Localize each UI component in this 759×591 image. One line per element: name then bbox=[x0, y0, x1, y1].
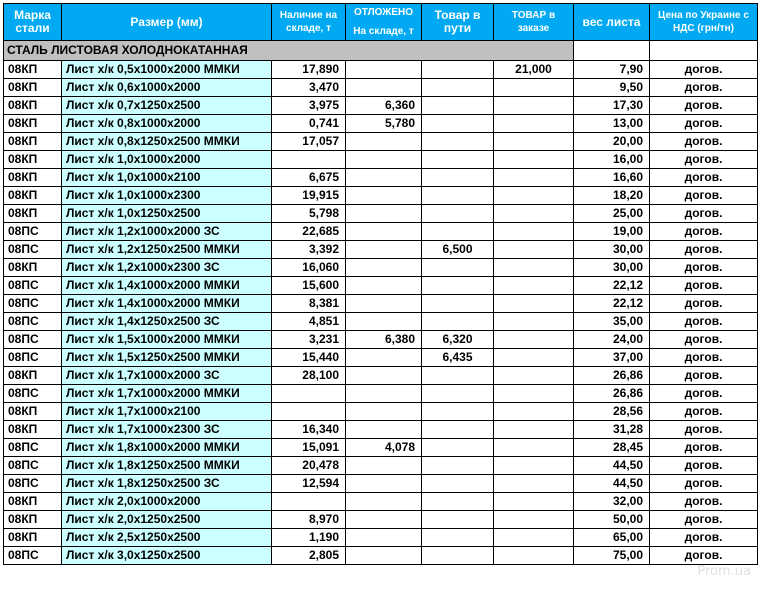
row-grade: 08КП bbox=[4, 529, 62, 547]
row-grade: 08ПС bbox=[4, 385, 62, 403]
row-stock: 6,675 bbox=[272, 169, 346, 187]
row-grade: 08КП bbox=[4, 421, 62, 439]
row-order: 21,000 bbox=[494, 61, 574, 79]
row-order bbox=[494, 259, 574, 277]
row-order bbox=[494, 529, 574, 547]
row-grade: 08ПС bbox=[4, 547, 62, 565]
table-row bbox=[4, 187, 758, 205]
row-stock: 12,594 bbox=[272, 475, 346, 493]
table-row bbox=[4, 133, 758, 151]
row-stock: 15,600 bbox=[272, 277, 346, 295]
row-order bbox=[494, 385, 574, 403]
row-size: Лист х/к 0,5х1000х2000 ММКИ bbox=[62, 61, 272, 79]
row-weight: 50,00 bbox=[574, 511, 650, 529]
row-reserved bbox=[346, 169, 422, 187]
row-grade: 08ПС bbox=[4, 439, 62, 457]
row-price: догов. bbox=[650, 223, 758, 241]
row-size: Лист х/к 1,2х1250х2500 ММКИ bbox=[62, 241, 272, 259]
row-stock bbox=[272, 151, 346, 169]
row-price: догов. bbox=[650, 115, 758, 133]
row-grade: 08ПС bbox=[4, 349, 62, 367]
table-row bbox=[4, 511, 758, 529]
row-order bbox=[494, 241, 574, 259]
header-reserved bbox=[346, 4, 422, 41]
table-row bbox=[4, 115, 758, 133]
row-price: догов. bbox=[650, 313, 758, 331]
row-size: Лист х/к 1,4х1250х2500 ЗС bbox=[62, 313, 272, 331]
row-stock: 28,100 bbox=[272, 367, 346, 385]
row-price: догов. bbox=[650, 547, 758, 565]
row-grade: 08ПС bbox=[4, 295, 62, 313]
row-reserved bbox=[346, 457, 422, 475]
row-reserved bbox=[346, 133, 422, 151]
row-grade: 08КП bbox=[4, 115, 62, 133]
table-row bbox=[4, 439, 758, 457]
row-grade: 08ПС bbox=[4, 331, 62, 349]
row-weight: 75,00 bbox=[574, 547, 650, 565]
row-grade: 08ПС bbox=[4, 457, 62, 475]
table-row bbox=[4, 313, 758, 331]
row-stock: 8,970 bbox=[272, 511, 346, 529]
row-reserved bbox=[346, 385, 422, 403]
row-stock bbox=[272, 493, 346, 511]
row-size: Лист х/к 1,2х1000х2300 ЗС bbox=[62, 259, 272, 277]
row-size: Лист х/к 1,0х1000х2000 bbox=[62, 151, 272, 169]
row-transit bbox=[422, 403, 494, 421]
row-reserved bbox=[346, 187, 422, 205]
header-transit: Товар в пути bbox=[422, 4, 494, 41]
row-transit bbox=[422, 115, 494, 133]
row-reserved: 6,380 bbox=[346, 331, 422, 349]
row-stock: 17,890 bbox=[272, 61, 346, 79]
row-price: догов. bbox=[650, 529, 758, 547]
row-transit bbox=[422, 79, 494, 97]
table-row bbox=[4, 547, 758, 565]
row-transit bbox=[422, 223, 494, 241]
table-row bbox=[4, 529, 758, 547]
row-transit bbox=[422, 277, 494, 295]
row-weight: 24,00 bbox=[574, 331, 650, 349]
row-price: догов. bbox=[650, 169, 758, 187]
row-price: догов. bbox=[650, 367, 758, 385]
row-reserved bbox=[346, 151, 422, 169]
row-reserved bbox=[346, 511, 422, 529]
row-stock: 0,741 bbox=[272, 115, 346, 133]
row-weight: 37,00 bbox=[574, 349, 650, 367]
row-transit: 6,435 bbox=[422, 349, 494, 367]
row-reserved bbox=[346, 61, 422, 79]
row-stock: 3,470 bbox=[272, 79, 346, 97]
row-weight: 7,90 bbox=[574, 61, 650, 79]
row-size: Лист х/к 1,0х1000х2100 bbox=[62, 169, 272, 187]
row-weight: 31,28 bbox=[574, 421, 650, 439]
row-price: догов. bbox=[650, 403, 758, 421]
row-order bbox=[494, 331, 574, 349]
row-order bbox=[494, 277, 574, 295]
table-row bbox=[4, 241, 758, 259]
row-grade: 08КП bbox=[4, 151, 62, 169]
row-weight: 35,00 bbox=[574, 313, 650, 331]
row-grade: 08КП bbox=[4, 403, 62, 421]
row-size: Лист х/к 1,8х1250х2500 ЗС bbox=[62, 475, 272, 493]
row-stock: 16,060 bbox=[272, 259, 346, 277]
row-order bbox=[494, 475, 574, 493]
row-size: Лист х/к 0,8х1000х2000 bbox=[62, 115, 272, 133]
row-price: догов. bbox=[650, 79, 758, 97]
row-reserved bbox=[346, 313, 422, 331]
row-size: Лист х/к 1,2х1000х2000 ЗС bbox=[62, 223, 272, 241]
row-transit bbox=[422, 439, 494, 457]
row-weight: 26,86 bbox=[574, 385, 650, 403]
row-grade: 08КП bbox=[4, 133, 62, 151]
row-transit bbox=[422, 313, 494, 331]
row-size: Лист х/к 1,4х1000х2000 ММКИ bbox=[62, 295, 272, 313]
row-weight: 20,00 bbox=[574, 133, 650, 151]
row-order bbox=[494, 511, 574, 529]
row-price: догов. bbox=[650, 151, 758, 169]
row-grade: 08КП bbox=[4, 61, 62, 79]
row-grade: 08КП bbox=[4, 205, 62, 223]
row-grade: 08КП bbox=[4, 511, 62, 529]
header-weight: вес листа bbox=[574, 4, 650, 41]
row-grade: 08ПС bbox=[4, 313, 62, 331]
row-grade: 08КП bbox=[4, 493, 62, 511]
section-blank-price bbox=[650, 41, 758, 61]
row-weight: 22,12 bbox=[574, 277, 650, 295]
row-weight: 44,50 bbox=[574, 475, 650, 493]
row-weight: 9,50 bbox=[574, 79, 650, 97]
row-transit bbox=[422, 529, 494, 547]
row-weight: 32,00 bbox=[574, 493, 650, 511]
row-price: догов. bbox=[650, 259, 758, 277]
header-order: ТОВАР в заказе bbox=[494, 4, 574, 41]
row-reserved: 4,078 bbox=[346, 439, 422, 457]
table-row bbox=[4, 295, 758, 313]
table-row bbox=[4, 205, 758, 223]
row-grade: 08ПС bbox=[4, 241, 62, 259]
row-price: догов. bbox=[650, 385, 758, 403]
table-row bbox=[4, 349, 758, 367]
table-row bbox=[4, 61, 758, 79]
row-weight: 17,30 bbox=[574, 97, 650, 115]
row-order bbox=[494, 133, 574, 151]
row-stock: 2,805 bbox=[272, 547, 346, 565]
row-size: Лист х/к 1,0х1250х2500 bbox=[62, 205, 272, 223]
row-grade: 08КП bbox=[4, 367, 62, 385]
row-grade: 08КП bbox=[4, 169, 62, 187]
row-reserved bbox=[346, 295, 422, 313]
row-stock: 4,851 bbox=[272, 313, 346, 331]
row-price: догов. bbox=[650, 421, 758, 439]
row-reserved bbox=[346, 241, 422, 259]
row-weight: 44,50 bbox=[574, 457, 650, 475]
row-size: Лист х/к 1,7х1000х2000 ММКИ bbox=[62, 385, 272, 403]
row-price: догов. bbox=[650, 205, 758, 223]
row-size: Лист х/к 1,4х1000х2000 ММКИ bbox=[62, 277, 272, 295]
row-grade: 08КП bbox=[4, 79, 62, 97]
row-price: догов. bbox=[650, 457, 758, 475]
row-order bbox=[494, 313, 574, 331]
row-transit bbox=[422, 205, 494, 223]
row-reserved: 6,360 bbox=[346, 97, 422, 115]
row-order bbox=[494, 439, 574, 457]
watermark: Prom.ua bbox=[697, 564, 751, 579]
header-stock: Наличие на складе, т bbox=[272, 4, 346, 41]
row-stock: 3,975 bbox=[272, 97, 346, 115]
row-weight: 19,00 bbox=[574, 223, 650, 241]
row-order bbox=[494, 169, 574, 187]
header-grade: Марка стали bbox=[4, 4, 62, 41]
row-size: Лист х/к 1,7х1000х2300 ЗС bbox=[62, 421, 272, 439]
row-transit bbox=[422, 475, 494, 493]
section-title: СТАЛЬ ЛИСТОВАЯ ХОЛОДНОКАТАННАЯ bbox=[4, 41, 574, 61]
table-row bbox=[4, 457, 758, 475]
row-transit bbox=[422, 259, 494, 277]
row-stock: 8,381 bbox=[272, 295, 346, 313]
row-order bbox=[494, 115, 574, 133]
row-price: догов. bbox=[650, 331, 758, 349]
row-price: догов. bbox=[650, 97, 758, 115]
row-order bbox=[494, 493, 574, 511]
row-weight: 28,56 bbox=[574, 403, 650, 421]
table-row bbox=[4, 97, 758, 115]
table-row bbox=[4, 493, 758, 511]
row-stock: 17,057 bbox=[272, 133, 346, 151]
row-order bbox=[494, 187, 574, 205]
row-grade: 08КП bbox=[4, 97, 62, 115]
row-transit: 6,500 bbox=[422, 241, 494, 259]
row-stock: 15,091 bbox=[272, 439, 346, 457]
row-weight: 30,00 bbox=[574, 241, 650, 259]
header-size: Размер (мм) bbox=[62, 4, 272, 41]
section-blank-weight bbox=[574, 41, 650, 61]
row-size: Лист х/к 1,5х1250х2500 ММКИ bbox=[62, 349, 272, 367]
row-transit bbox=[422, 385, 494, 403]
row-order bbox=[494, 151, 574, 169]
table-row bbox=[4, 169, 758, 187]
row-transit bbox=[422, 295, 494, 313]
row-transit bbox=[422, 187, 494, 205]
row-stock: 22,685 bbox=[272, 223, 346, 241]
row-order bbox=[494, 367, 574, 385]
row-stock: 1,190 bbox=[272, 529, 346, 547]
row-size: Лист х/к 0,7х1250х2500 bbox=[62, 97, 272, 115]
row-reserved bbox=[346, 205, 422, 223]
section-row bbox=[4, 41, 758, 61]
row-weight: 65,00 bbox=[574, 529, 650, 547]
row-size: Лист х/к 3,0х1250х2500 bbox=[62, 547, 272, 565]
price-table bbox=[3, 3, 758, 565]
row-stock: 15,440 bbox=[272, 349, 346, 367]
row-weight: 30,00 bbox=[574, 259, 650, 277]
row-transit bbox=[422, 493, 494, 511]
row-transit bbox=[422, 547, 494, 565]
row-order bbox=[494, 223, 574, 241]
row-reserved: 5,780 bbox=[346, 115, 422, 133]
header-reserved-bottom: На складе, т bbox=[353, 26, 414, 37]
row-transit bbox=[422, 367, 494, 385]
table-row bbox=[4, 259, 758, 277]
row-grade: 08КП bbox=[4, 259, 62, 277]
row-order bbox=[494, 79, 574, 97]
row-weight: 16,60 bbox=[574, 169, 650, 187]
row-grade: 08ПС bbox=[4, 223, 62, 241]
table-row bbox=[4, 79, 758, 97]
table-row bbox=[4, 475, 758, 493]
row-weight: 13,00 bbox=[574, 115, 650, 133]
row-weight: 16,00 bbox=[574, 151, 650, 169]
row-order bbox=[494, 547, 574, 565]
row-price: догов. bbox=[650, 493, 758, 511]
row-price: догов. bbox=[650, 475, 758, 493]
row-weight: 28,45 bbox=[574, 439, 650, 457]
row-grade: 08КП bbox=[4, 187, 62, 205]
row-transit bbox=[422, 151, 494, 169]
row-stock bbox=[272, 385, 346, 403]
row-order bbox=[494, 457, 574, 475]
row-reserved bbox=[346, 277, 422, 295]
row-size: Лист х/к 0,6х1000х2000 bbox=[62, 79, 272, 97]
table-row bbox=[4, 421, 758, 439]
row-size: Лист х/к 1,0х1000х2300 bbox=[62, 187, 272, 205]
row-price: догов. bbox=[650, 61, 758, 79]
header-row bbox=[4, 4, 758, 41]
table-row bbox=[4, 277, 758, 295]
row-weight: 18,20 bbox=[574, 187, 650, 205]
row-order bbox=[494, 295, 574, 313]
row-transit bbox=[422, 133, 494, 151]
row-stock: 3,392 bbox=[272, 241, 346, 259]
row-stock: 19,915 bbox=[272, 187, 346, 205]
row-size: Лист х/к 2,5х1250х2500 bbox=[62, 529, 272, 547]
row-price: догов. bbox=[650, 349, 758, 367]
row-transit bbox=[422, 421, 494, 439]
header-reserved-top: ОТЛОЖЕНО bbox=[353, 7, 413, 18]
row-reserved bbox=[346, 79, 422, 97]
row-price: догов. bbox=[650, 133, 758, 151]
header-price: Цена по Украине с НДС (грн/тн) bbox=[650, 4, 758, 41]
table-row bbox=[4, 385, 758, 403]
row-order bbox=[494, 421, 574, 439]
table-row bbox=[4, 151, 758, 169]
row-stock bbox=[272, 403, 346, 421]
row-transit bbox=[422, 457, 494, 475]
row-transit: 6,320 bbox=[422, 331, 494, 349]
row-size: Лист х/к 2,0х1000х2000 bbox=[62, 493, 272, 511]
row-size: Лист х/к 1,5х1000х2000 ММКИ bbox=[62, 331, 272, 349]
row-reserved bbox=[346, 259, 422, 277]
table-row bbox=[4, 331, 758, 349]
row-transit bbox=[422, 61, 494, 79]
row-transit bbox=[422, 97, 494, 115]
row-transit bbox=[422, 169, 494, 187]
row-reserved bbox=[346, 529, 422, 547]
row-stock: 20,478 bbox=[272, 457, 346, 475]
row-size: Лист х/к 1,8х1250х2500 ММКИ bbox=[62, 457, 272, 475]
row-price: догов. bbox=[650, 295, 758, 313]
row-reserved bbox=[346, 349, 422, 367]
row-stock: 5,798 bbox=[272, 205, 346, 223]
row-order bbox=[494, 403, 574, 421]
row-size: Лист х/к 1,7х1000х2000 ЗС bbox=[62, 367, 272, 385]
row-reserved bbox=[346, 493, 422, 511]
row-weight: 22,12 bbox=[574, 295, 650, 313]
table-row bbox=[4, 403, 758, 421]
row-price: догов. bbox=[650, 439, 758, 457]
row-stock: 3,231 bbox=[272, 331, 346, 349]
row-grade: 08ПС bbox=[4, 475, 62, 493]
row-reserved bbox=[346, 475, 422, 493]
row-size: Лист х/к 0,8х1250х2500 ММКИ bbox=[62, 133, 272, 151]
row-reserved bbox=[346, 421, 422, 439]
row-reserved bbox=[346, 223, 422, 241]
row-size: Лист х/к 1,8х1000х2000 ММКИ bbox=[62, 439, 272, 457]
row-weight: 25,00 bbox=[574, 205, 650, 223]
row-order bbox=[494, 97, 574, 115]
row-order bbox=[494, 205, 574, 223]
row-reserved bbox=[346, 547, 422, 565]
row-transit bbox=[422, 511, 494, 529]
row-price: догов. bbox=[650, 511, 758, 529]
row-order bbox=[494, 349, 574, 367]
row-size: Лист х/к 1,7х1000х2100 bbox=[62, 403, 272, 421]
row-weight: 26,86 bbox=[574, 367, 650, 385]
table-row bbox=[4, 367, 758, 385]
row-size: Лист х/к 2,0х1250х2500 bbox=[62, 511, 272, 529]
row-price: догов. bbox=[650, 187, 758, 205]
row-grade: 08ПС bbox=[4, 277, 62, 295]
table-row bbox=[4, 223, 758, 241]
row-price: догов. bbox=[650, 241, 758, 259]
row-stock: 16,340 bbox=[272, 421, 346, 439]
row-reserved bbox=[346, 367, 422, 385]
row-price: догов. bbox=[650, 277, 758, 295]
row-reserved bbox=[346, 403, 422, 421]
